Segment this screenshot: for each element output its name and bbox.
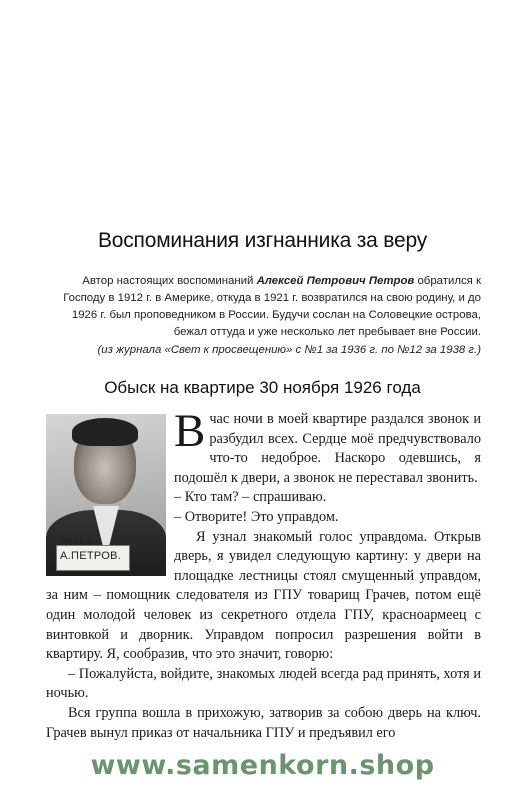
paragraph-1-text: час ночи в моей квартире раздался звонок и разбудил всех. Сердце моё предчувствовало что-то недоброе. Наскоро одевшись, я подошёл к двери, а звонок не переставал звонить. bbox=[174, 411, 481, 486]
intro-paragraph bbox=[55, 273, 481, 341]
site-watermark: www.samenkorn.shop bbox=[90, 750, 435, 781]
paragraph-3: – Отворите! Это управдом. bbox=[174, 508, 339, 525]
body-text bbox=[46, 405, 481, 743]
paragraph-5: – Пожалуйста, войдите, знакомых людей всегда рад принять, хотя и ночью. bbox=[46, 665, 481, 702]
intro-block bbox=[55, 273, 481, 359]
intro-text-after: обратился к Господу в 1912 г. в Америке, откуда в 1921 г. возвратился на свою родину, и до 1926 г. был проповедником в России. Будучи сослан на Соловецкие острова, бежал оттуда и уже несколько лет пребывает вне России. bbox=[63, 275, 481, 338]
chapter-title: Воспоминания изгнанника за веру bbox=[97, 229, 428, 252]
photo-tag-number: ЗИЦ-Б.Е bbox=[59, 536, 93, 545]
drop-cap: В bbox=[174, 405, 206, 457]
section-title: Обыск на квартире 30 ноября 1926 года bbox=[104, 378, 421, 397]
paragraph-6: Вся группа вошла в прихожую, затворив за собою дверь на ключ. Грачев вынул приказ от начальника ГПУ и предъявил его bbox=[46, 704, 481, 741]
author-name: Алексей Петрович Петров bbox=[256, 275, 415, 287]
photo-tag-name: А.ПЕТРОВ. bbox=[60, 550, 122, 562]
paragraph-4: Я узнал знакомый голос управдома. Открыв дверь, я увидел следующую картину: у двери на площадке лестницы стоял смущенный управдом, за ним – помощник следователя из ГПУ товарищ Грачев, потом ещё один молодой человек из секретного отдела ГПУ, красноармеец с винтовкой и дворник. Управдом попросил разрешения войти в квартиру. Я, сообразив, что это значит, говорю: bbox=[46, 528, 481, 663]
intro-text-before: Автор настоящих воспоминаний bbox=[82, 275, 257, 287]
intro-source: (из журнала «Свет к просвещению» с №1 за 1936 г. по №12 за 1938 г.) bbox=[97, 344, 481, 356]
paragraph-2: – Кто там? – спрашиваю. bbox=[174, 489, 327, 506]
photo-spacer bbox=[46, 410, 174, 584]
